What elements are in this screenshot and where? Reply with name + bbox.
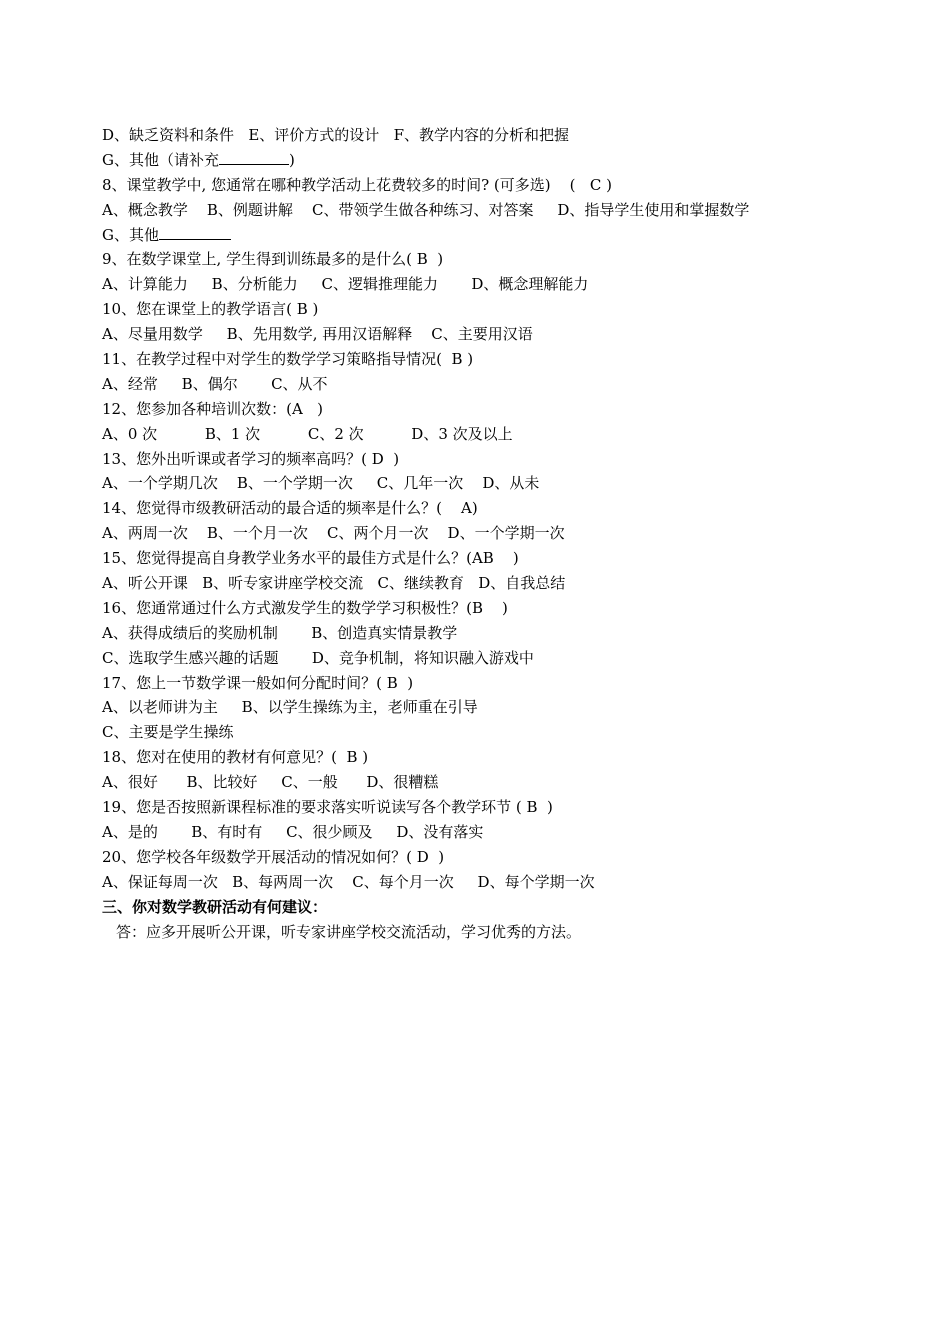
question-16-options-cd: C、选取学生感兴趣的话题 D、竞争机制，将知识融入游戏中 [102, 648, 534, 667]
other-option-line [102, 148, 842, 173]
fill-in-blank [159, 224, 231, 240]
question-14: 14、您觉得市级教研活动的最合适的频率是什么？( A) [102, 499, 478, 518]
other-option-label: G、其他（请补充 [102, 150, 219, 169]
question-17: 17、您上一节数学课一般如何分配时间？( B ) [102, 673, 414, 692]
question-16: 16、您通常通过什么方式激发学生的数学学习积极性？(B ) [102, 598, 508, 617]
question-14-options: A、两周一次 B、一个月一次 C、两个月一次 D、一个学期一次 [102, 524, 565, 543]
question-9-options: A、计算能力 B、分析能力 C、逻辑推理能力 D、概念理解能力 [102, 275, 589, 294]
question-15: 15、您觉得提高自身教学业务水平的最佳方式是什么？(AB ) [102, 549, 519, 568]
question-9: 9、在数学课堂上, 学生得到训练最多的是什么( B ) [102, 250, 444, 269]
question-12-options: A、0 次 B、1 次 C、2 次 D、3 次及以上 [102, 424, 513, 443]
answer-options-line: D、缺乏资料和条件 E、评价方式的设计 F、教学内容的分析和把握 [102, 126, 569, 144]
question-8-options: A、概念教学 B、例题讲解 C、带领学生做各种练习、对答案 D、指导学生使用和掌握数学 [102, 200, 750, 219]
question-17-options-c: C、主要是学生操练 [102, 723, 234, 742]
question-20-options: A、保证每周一次 B、每两周一次 C、每个月一次 D、每个学期一次 [102, 872, 595, 891]
question-17-options-ab: A、以老师讲为主 B、以学生操练为主，老师重在引导 [102, 698, 478, 717]
question-8-other [102, 223, 842, 248]
suggestion-answer: 答：应多开展听公开课，听专家讲座学校交流活动，学习优秀的方法。 [116, 922, 582, 941]
other-option-close: ) [288, 150, 295, 169]
question-19: 19、您是否按照新课程标准的要求落实听说读写各个教学环节 ( B ) [102, 798, 553, 817]
question-19-options: A、是的 B、有时有 C、很少顾及 D、没有落实 [102, 822, 484, 841]
section-heading: 三、你对数学教研活动有何建议： [102, 897, 328, 916]
question-8-other-label: G、其他 [102, 225, 159, 244]
fill-in-blank [219, 149, 289, 165]
question-13-options: A、一个学期几次 B、一个学期一次 C、几年一次 D、从未 [102, 474, 540, 493]
question-11-options: A、经常 B、偶尔 C、从不 [102, 374, 328, 393]
question-10: 10、您在课堂上的教学语言( B ) [102, 300, 319, 319]
question-16-options-ab: A、获得成绩后的奖励机制 B、创造真实情景教学 [102, 623, 458, 642]
question-18: 18、您对在使用的教材有何意见？( B ) [102, 748, 369, 767]
question-15-options: A、听公开课 B、听专家讲座学校交流 C、继续教育 D、自我总结 [102, 574, 566, 593]
question-13: 13、您外出听课或者学习的频率高吗？( D ) [102, 449, 400, 468]
document-page [102, 123, 842, 944]
question-18-options: A、很好 B、比较好 C、一般 D、很糟糕 [102, 773, 439, 792]
question-10-options: A、尽量用数学 B、先用数学, 再用汉语解释 C、主要用汉语 [102, 325, 533, 344]
question-11: 11、在教学过程中对学生的数学学习策略指导情况( B ) [102, 350, 474, 369]
question-12: 12、您参加各种培训次数：(A ) [102, 399, 323, 418]
question-8: 8、课堂教学中, 您通常在哪种教学活动上花费较多的时间? (可多选) ( C ) [102, 175, 612, 194]
question-20: 20、您学校各年级数学开展活动的情况如何？( D ) [102, 847, 445, 866]
